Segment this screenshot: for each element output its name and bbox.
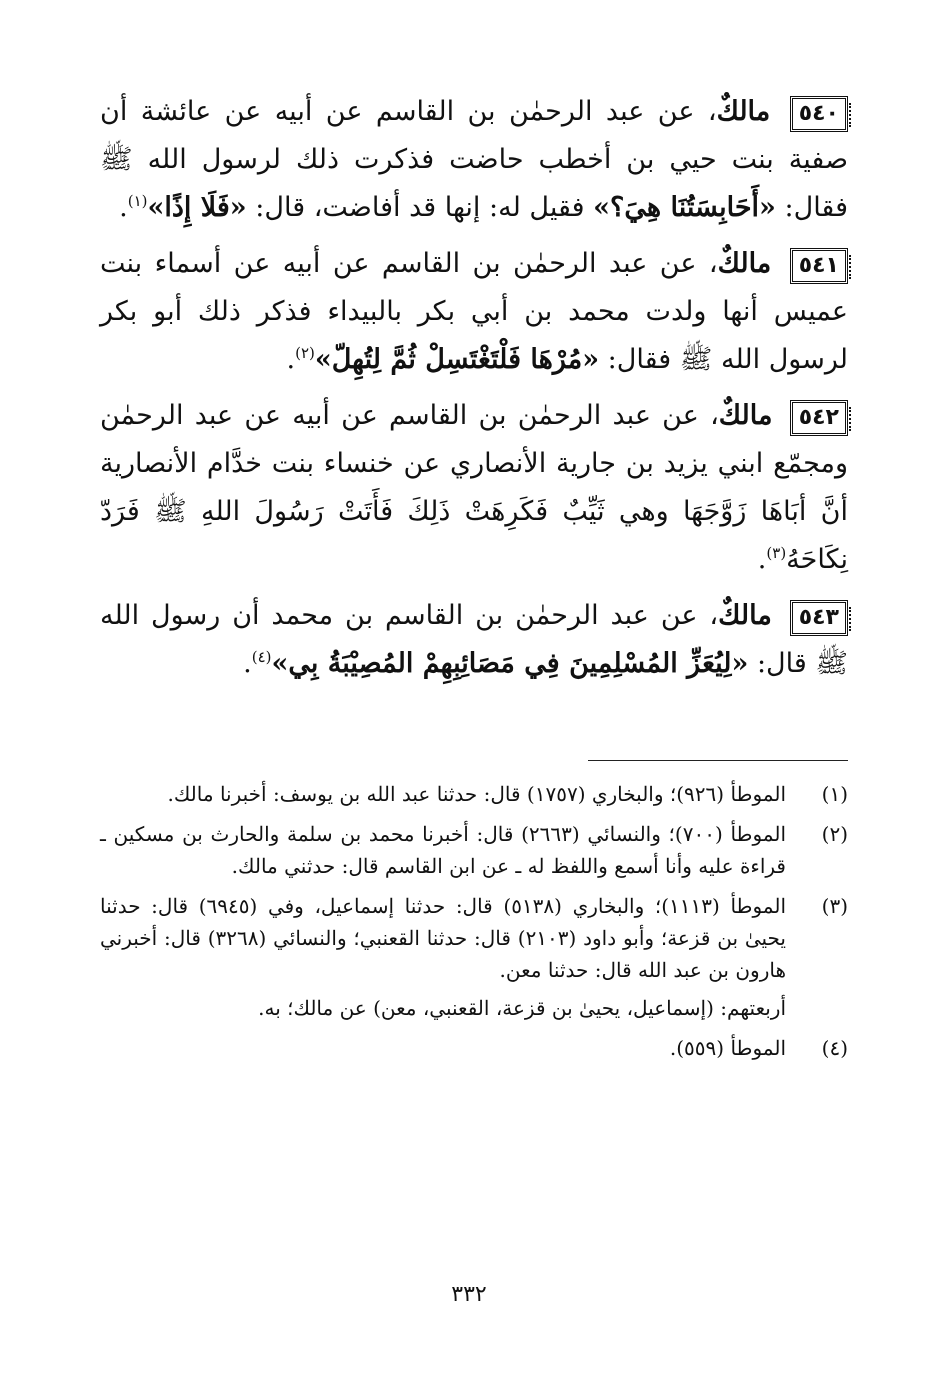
footnote-ref[interactable]: (٢) [295, 344, 315, 362]
hadith-text: ، عن عبد الرحمٰن بن القاسم عن أبيه عن عائشة أن صفية بنت حيي بن أخطب حاضت فذكرت ذلك لرسول الله ﷺ فقال: [100, 96, 848, 223]
footnote-1 [100, 778, 848, 810]
hadith-541 [100, 240, 848, 384]
footnote-text: الموطأ (٥٥٩). [669, 1036, 786, 1060]
hadith-quote: «لِيُعَزِّ المُسْلِمِينَ فِي مَصَائِبِهِمْ المُصِيْبَةُ بِي» [271, 648, 749, 679]
hadith-540 [100, 88, 848, 232]
footnote-text: الموطأ (٧٠٠)؛ والنسائي (٢٦٦٣) قال: أخبرنا محمد بن سلمة والحارث بن مسكين ـ قراءة عليه وأنا أسمع واللفظ له ـ عن ابن القاسم قال: حدثني مالك. [100, 822, 787, 878]
hadith-end: . [243, 648, 252, 679]
hadith-number-box: ٥٤٢ [790, 400, 848, 436]
hadith-text: ، عن عبد الرحمٰن بن القاسم بن محمد أن رسول الله ﷺ قال: [100, 600, 848, 679]
main-text [100, 88, 848, 696]
hadith-number-box: ٥٤٠ [790, 96, 848, 132]
footnote-2 [100, 818, 848, 882]
footnote-number: (٣) [821, 894, 848, 918]
hadith-543 [100, 592, 848, 688]
hadith-end: . [119, 192, 128, 223]
footnote-divider [588, 760, 848, 761]
hadith-end: . [286, 344, 296, 375]
hadith-542 [100, 392, 848, 584]
narrator-name: مالكٌ [718, 600, 772, 631]
narrator-name: مالكٌ [717, 248, 772, 279]
hadith-end: . [757, 544, 767, 575]
hadith-number-box: ٥٤٣ [790, 600, 848, 636]
footnote-number: (٢) [821, 822, 848, 846]
hadith-quote: «مُرْهَا فَلْتَغْتَسِلْ ثُمَّ لِتُهِلّ» [314, 344, 600, 375]
footnote-3 [100, 890, 848, 986]
hadith-text: ، عن عبد الرحمٰن بن القاسم عن أبيه عن عبد الرحمٰن ومجمّع ابني يزيد بن جارية الأنصاري عن خنساء بنت خدَّام الأنصارية أنَّ أبَاهَا زَوَّجَهَا وهي ثَيِّبٌ فَكَرِهَتْ ذَلِكَ فَأَتَتْ رَسُولَ اللهِ ﷺ فَرَدّ نِكَاحَهُ [100, 400, 848, 575]
footnote-3-summary: أربعتهم: (إسماعيل، يحيىٰ بن قزعة، القعنبي، معن) عن مالك؛ به. [258, 996, 786, 1020]
hadith-quote: «فَلَا إِذًا» [147, 192, 247, 223]
footnote-number: (١) [821, 782, 848, 806]
hadith-quote: «أَحَابِسَتُنَا هِيَ؟» [593, 192, 776, 223]
footnote-ref[interactable]: (١) [127, 192, 148, 210]
narrator-name: مالكٌ [716, 96, 771, 127]
footnote-4 [100, 1032, 848, 1064]
footnote-text: الموطأ (١١١٣)؛ والبخاري (٥١٣٨) قال: حدثنا إسماعيل، وفي (٦٩٤٥) قال: حدثنا يحيىٰ بن قزعة؛ وأبو داود (٢١٠٣) قال: حدثنا القعنبي؛ والنسائي (٣٢٦٨) قال: أخبرني هارون بن عبد الله قال: حدثنا معن. [100, 894, 787, 982]
footnote-text: الموطأ (٩٢٦)؛ والبخاري (١٧٥٧) قال: حدثنا عبد الله بن يوسف: أخبرنا مالك. [167, 782, 786, 806]
hadith-text: ، عن عبد الرحمٰن بن القاسم عن أبيه عن أسماء بنت عميس أنها ولدت محمد بن أبي بكر بالبيداء فذكر ذلك أبو بكر لرسول الله ﷺ فقال: [100, 248, 848, 375]
hadith-number-box: ٥٤١ [790, 248, 848, 284]
footnote-ref[interactable]: (٤) [251, 648, 272, 666]
narrator-name: مالكٌ [718, 400, 773, 431]
hadith-text: فقيل له: إنها قد أفاضت، قال: [246, 192, 594, 223]
footnotes-section [100, 778, 848, 1072]
page-number: ٣٣٢ [451, 1282, 487, 1307]
footnote-ref[interactable]: (٣) [766, 544, 787, 562]
footnote-number: (٤) [821, 1036, 848, 1060]
